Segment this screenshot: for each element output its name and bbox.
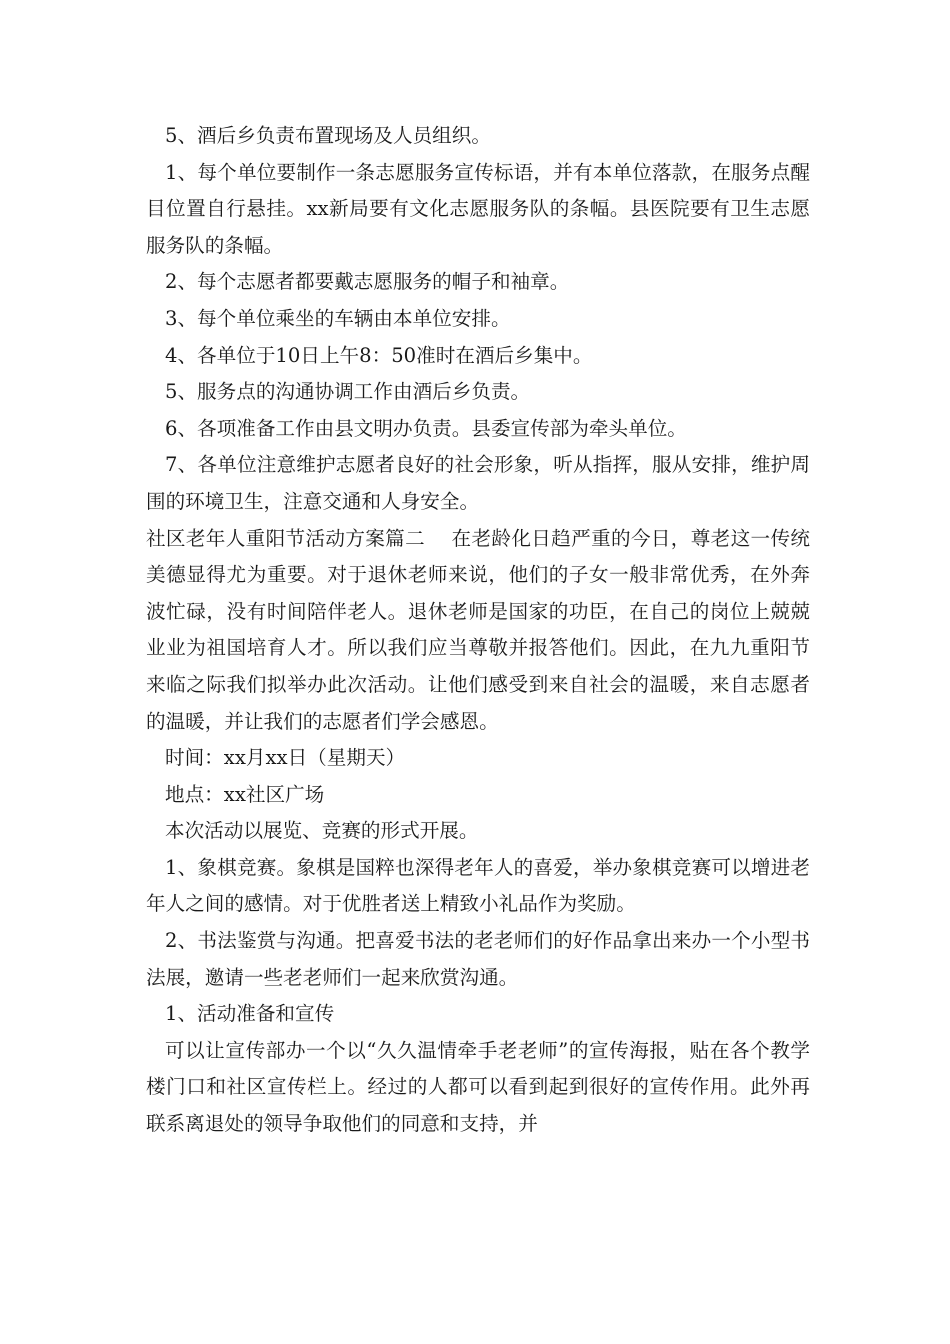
paragraph: 1、象棋竞赛。象棋是国粹也深得老年人的喜爱，举办象棋竞赛可以增进老年人之间的感情。对于优胜者送上精致小礼品作为奖励。 <box>146 855 810 916</box>
paragraph: 7、各单位注意维护志愿者良好的社会形象，听从指挥，服从安排，维护周围的环境卫生，注意交通和人身安全。 <box>146 453 810 513</box>
paragraph: 5、服务点的沟通协调工作由酒后乡负责。 <box>165 380 531 404</box>
paragraph: 4、各单位于10日上午8：50准时在酒后乡集中。 <box>165 343 593 367</box>
paragraph: 3、每个单位乘坐的车辆由本单位安排。 <box>165 306 511 330</box>
paragraph: 1、活动准备和宣传 <box>165 1002 335 1026</box>
section-heading-paragraph: 社区老年人重阳节活动方案篇二 在老龄化日趋严重的今日，尊老这一传统美德显得尤为重要。对于退休老师来说，他们的子女一般非常优秀，在外奔波忙碌，没有时间陪伴老人。退休老师是国家的功臣，在自己的岗位上兢兢业业为祖国培育人才。所以我们应当尊敬并报答他们。因此，在九九重阳节来临之际我们拟举办此次活动。让他们感受到来自社会的温暖，来自志愿者的温暖，并让我们的志愿者们学会感恩。 <box>146 526 810 733</box>
paragraph: 1、每个单位要制作一条志愿服务宣传标语，并有本单位落款，在服务点醒目位置自行悬挂。xx新局要有文化志愿服务队的条幅。县医院要有卫生志愿服务队的条幅。 <box>146 160 810 257</box>
paragraph: 本次活动以展览、竞赛的形式开展。 <box>165 819 479 843</box>
paragraph: 时间：xx月xx日（星期天） <box>165 746 406 770</box>
paragraph: 可以让宣传部办一个以“久久温情牵手老老师”的宣传海报，贴在各个教学楼门口和社区宣传栏上。经过的人都可以看到起到很好的宣传作用。此外再联系离退处的领导争取他们的同意和支持，并 <box>146 1038 810 1136</box>
document-body <box>146 118 810 1143</box>
paragraph: 2、每个志愿者都要戴志愿服务的帽子和袖章。 <box>165 270 570 294</box>
paragraph: 地点：xx社区广场 <box>165 782 325 806</box>
paragraph: 2、书法鉴赏与沟通。把喜爱书法的老老师们的好作品拿出来办一个小型书法展，邀请一些老老师们一起来欣赏沟通。 <box>146 929 810 989</box>
paragraph: 6、各项准备工作由县文明办负责。县委宣传部为牵头单位。 <box>165 416 687 440</box>
paragraph: 5、酒后乡负责布置现场及人员组织。 <box>165 124 491 147</box>
